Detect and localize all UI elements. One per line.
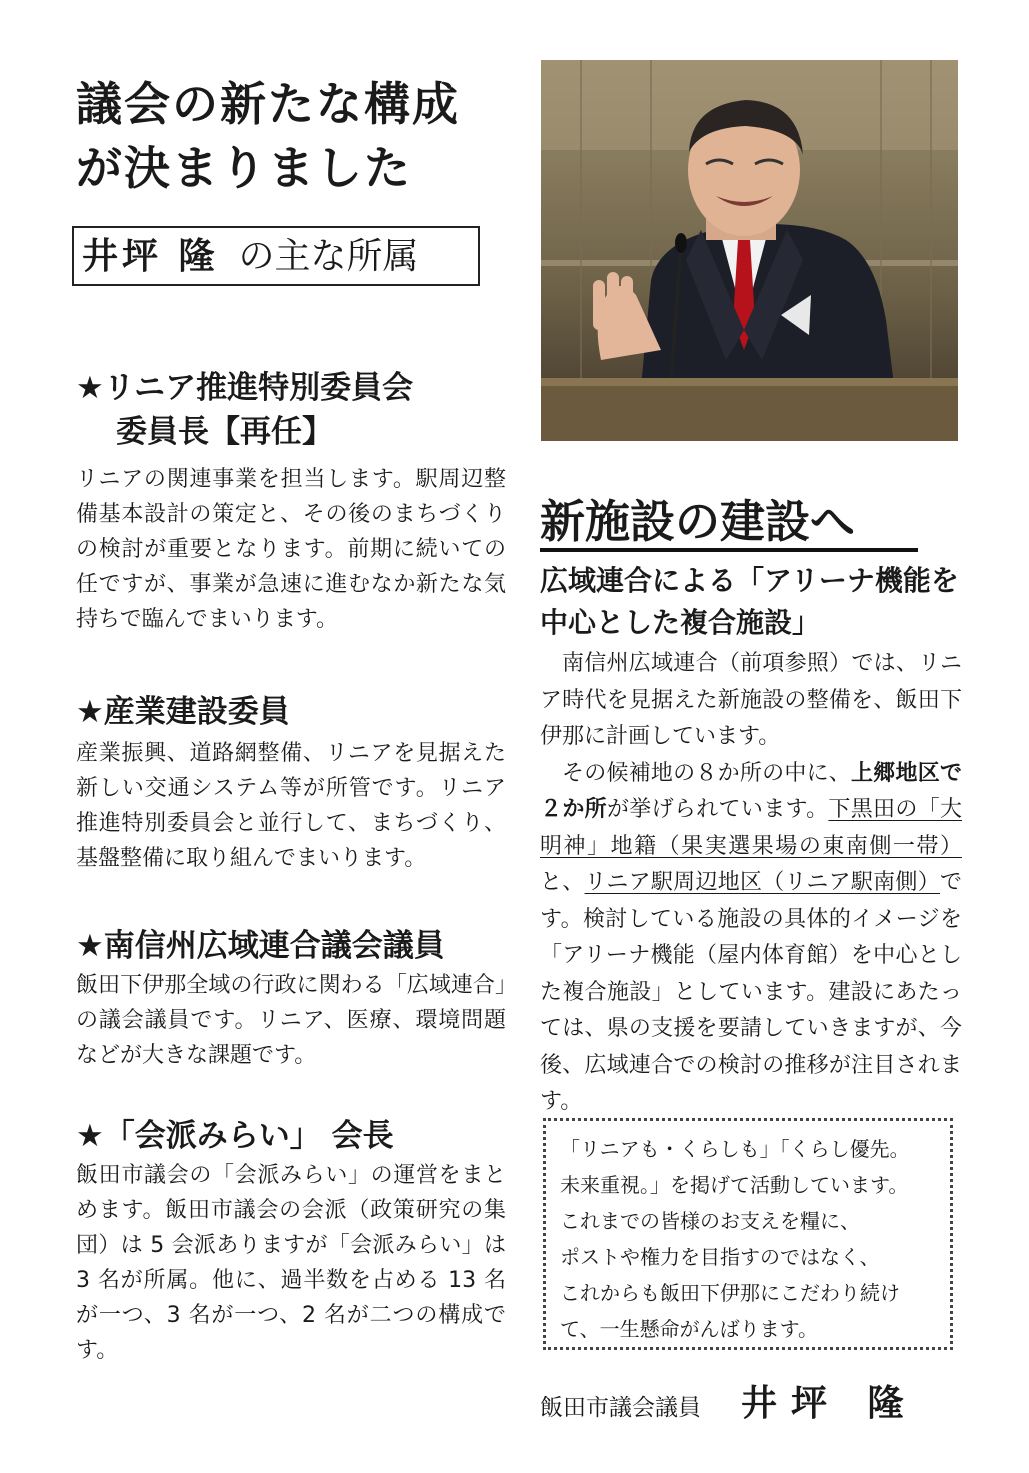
section-regional-union — [76, 924, 506, 1073]
affiliation-name: 井坪 隆 — [82, 235, 219, 277]
section-heading: ★「会派みらい」 会長 — [76, 1118, 394, 1154]
signature-title: 飯田市議会議員 — [540, 1395, 701, 1421]
section-heading: ★産業建設委員 — [76, 694, 290, 730]
speaker-photo — [541, 60, 958, 441]
article-text: その候補地の８か所の中に、 — [562, 760, 852, 786]
page-title-line-2: が決まりました — [76, 141, 412, 195]
article-heading: 新施設の建設へ — [540, 495, 856, 548]
section-heading-line-1: ★リニア推進特別委員会 — [76, 370, 414, 406]
signature — [540, 1375, 918, 1426]
section-industry-committee — [76, 690, 506, 876]
affiliation-box — [72, 226, 480, 286]
affiliation-suffix: の主な所属 — [238, 236, 419, 277]
section-body: 飯田下伊那全域の行政に関わる「広域連合」の議会議員です。リニア、医療、環境問題などが大きな課題です。 — [76, 973, 506, 1068]
quote-box — [543, 1118, 953, 1350]
section-heading: ★南信州広域連合議会議員 — [76, 928, 445, 964]
article-text: が挙げられています。 — [606, 797, 829, 822]
quote-text: 「リニアも・くらしも」「くらし優先。 未来重視。」を掲げて活動しています。 これまでの皆様のお支えを糧に、 ポストや権力を目指すのではなく、 これからも飯田下伊那にこだわり続け て、一生懸命がんばります。 — [560, 1137, 910, 1341]
article-paragraph-1: 南信州広域連合（前項参照）では、リニア時代を見据えた新施設の整備を、飯田下伊那に計画しています。 — [540, 651, 962, 749]
section-linear-committee — [76, 366, 506, 637]
article-paragraph-2 — [540, 756, 962, 1121]
article-highlight: 上郷地区で２か所 — [540, 760, 962, 822]
speaker-photo-illustration — [541, 60, 958, 441]
article-text: と、 — [540, 870, 585, 895]
article-body — [540, 646, 962, 1121]
section-heading — [76, 366, 506, 454]
article-heading-underline — [540, 548, 918, 552]
section-body: 産業振興、道路網整備、リニアを見据えた新しい交通システム等が所管です。リニア推進特別委員会と並行して、まちづくり、基盤整備に取り組んでまいります。 — [76, 741, 506, 871]
section-body: リニアの関連事業を担当します。駅周辺整備基本設計の策定と、その後のまちづくりの検討が重要となります。前期に続いての任ですが、事業が急速に進むなか新たな気持ちで臨んでまいります。 — [76, 467, 506, 632]
page-title — [76, 72, 516, 200]
signature-name: 井坪 隆 — [741, 1382, 918, 1424]
article-text: です。検討している施設の具体的イメージを「アリーナ機能（屋内体育館）を中心とした複合施設」としています。建設にあたっては、県の支援を要請していきますが、今後、広域連合での検討の推移が注目されます。 — [540, 870, 962, 1114]
section-mirai-faction — [76, 1114, 506, 1368]
section-heading-line-2: 委員長【再任】 — [116, 414, 333, 450]
article-underlined-location: リニア駅周辺地区（リニア駅南側） — [584, 870, 940, 895]
article-underlined-location: 下黒田の「大明神」地籍（果実選果場の東南側一帯） — [540, 797, 962, 859]
page-title-line-1: 議会の新たな構成 — [76, 77, 460, 131]
section-body: 飯田市議会の「会派みらい」の運営をまとめます。飯田市議会の会派（政策研究の集団）は 5 会派ありますが「会派みらい」は 3 名が所属。他に、過半数を占める 13 名が一つ、3 名が一つ、2 名が二つの構成です。 — [76, 1163, 506, 1363]
article-subheading: 広域連合による「アリーナ機能を中心とした複合施設」 — [540, 564, 959, 639]
